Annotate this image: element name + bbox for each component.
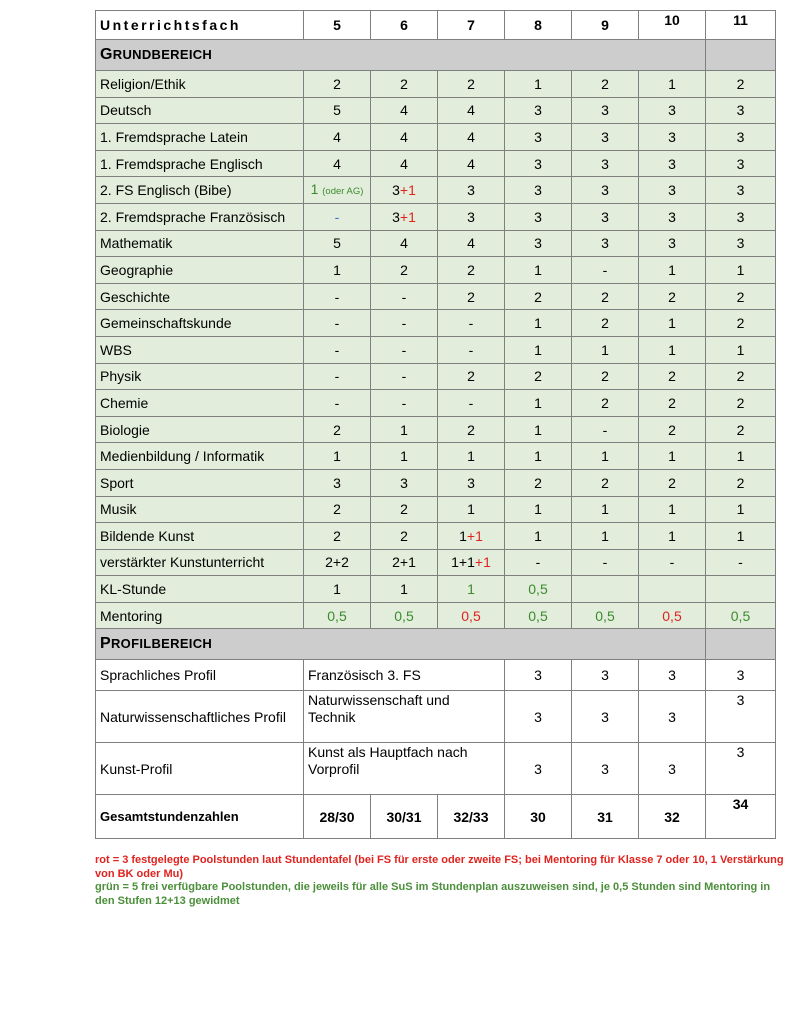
hours-7: 2 bbox=[438, 363, 505, 390]
subject-name: Sport bbox=[96, 469, 304, 496]
profile-row bbox=[96, 660, 776, 691]
subject-name: Mentoring bbox=[96, 602, 304, 629]
header-class-6: 6 bbox=[371, 11, 438, 40]
table-row bbox=[96, 602, 776, 629]
hours-5: 2 bbox=[304, 416, 371, 443]
total-10: 32 bbox=[639, 795, 706, 839]
hours-5: 1 bbox=[304, 257, 371, 284]
total-7: 32/33 bbox=[438, 795, 505, 839]
hours-6: - bbox=[371, 310, 438, 337]
header-class-9: 9 bbox=[572, 11, 639, 40]
header-row bbox=[96, 11, 776, 40]
subject-name: Musik bbox=[96, 496, 304, 523]
subject-name: verstärkter Kunstunterricht bbox=[96, 549, 304, 576]
profile-name: Sprachliches Profil bbox=[96, 660, 304, 691]
hours-5: - bbox=[304, 363, 371, 390]
hours-7: 1 bbox=[438, 576, 505, 603]
hours-6: 1 bbox=[371, 443, 438, 470]
hours-5: 1 bbox=[304, 443, 371, 470]
hours-9: 3 bbox=[572, 230, 639, 257]
hours-9: 0,5 bbox=[572, 602, 639, 629]
header-class-5: 5 bbox=[304, 11, 371, 40]
table-row bbox=[96, 150, 776, 177]
hours-10: 1 bbox=[639, 496, 706, 523]
table-row bbox=[96, 336, 776, 363]
hours-6: 3+1 bbox=[371, 177, 438, 204]
table-row bbox=[96, 97, 776, 124]
hours-8: 3 bbox=[505, 691, 572, 743]
hours-6: 2 bbox=[371, 257, 438, 284]
hours-8: 1 bbox=[505, 416, 572, 443]
table-row bbox=[96, 71, 776, 98]
subject-name: WBS bbox=[96, 336, 304, 363]
table-row bbox=[96, 496, 776, 523]
hours-9: - bbox=[572, 416, 639, 443]
hours-6: 2 bbox=[371, 523, 438, 550]
hours-11: 3 bbox=[706, 97, 776, 124]
header-class-7: 7 bbox=[438, 11, 505, 40]
hours-7: 4 bbox=[438, 97, 505, 124]
hours-5: - bbox=[304, 283, 371, 310]
hours-11: 1 bbox=[706, 523, 776, 550]
hours-10: 0,5 bbox=[639, 602, 706, 629]
table-row bbox=[96, 443, 776, 470]
hours-6: 2 bbox=[371, 496, 438, 523]
hours-10: 3 bbox=[639, 660, 706, 691]
table-row bbox=[96, 549, 776, 576]
hours-10: 2 bbox=[639, 469, 706, 496]
hours-5: - bbox=[304, 203, 371, 230]
hours-6: 3 bbox=[371, 469, 438, 496]
pool-hour-red: +1 bbox=[399, 208, 416, 225]
hours-7: 2 bbox=[438, 257, 505, 284]
hours-6: 1 bbox=[371, 576, 438, 603]
hours-10: 1 bbox=[639, 257, 706, 284]
subject-name: 2. Fremdsprache Französisch bbox=[96, 203, 304, 230]
hours-9: 2 bbox=[572, 390, 639, 417]
hours-7: 3 bbox=[438, 203, 505, 230]
hours-5: - bbox=[304, 336, 371, 363]
hours-7: 4 bbox=[438, 230, 505, 257]
hours-7: 2 bbox=[438, 416, 505, 443]
table-row bbox=[96, 416, 776, 443]
hours-11: 3 bbox=[706, 150, 776, 177]
hours-5: 2 bbox=[304, 496, 371, 523]
hours-5: 5 bbox=[304, 97, 371, 124]
hours-5 bbox=[304, 177, 371, 204]
hours-8: 2 bbox=[505, 363, 572, 390]
table-row bbox=[96, 469, 776, 496]
hours-10: 3 bbox=[639, 124, 706, 151]
hours-5: - bbox=[304, 310, 371, 337]
hours-11: 2 bbox=[706, 363, 776, 390]
hours-9: 1 bbox=[572, 496, 639, 523]
hours-10: 1 bbox=[639, 336, 706, 363]
hours-9: 2 bbox=[572, 283, 639, 310]
hours-9: 1 bbox=[572, 523, 639, 550]
hours-6: 2+1 bbox=[371, 549, 438, 576]
legend-red: rot = 3 festgelegte Poolstunden laut Stundentafel (bei FS für erste oder zweite FS; bei Mentoring für Klasse 7 oder 10, 1 Verstärkung von BK oder Mu) bbox=[95, 854, 784, 880]
hours-10: 1 bbox=[639, 71, 706, 98]
hours-6: 2 bbox=[371, 71, 438, 98]
hours-5: 4 bbox=[304, 124, 371, 151]
table-row bbox=[96, 203, 776, 230]
hours-5: 4 bbox=[304, 150, 371, 177]
hours-10: 3 bbox=[639, 150, 706, 177]
subject-name: 1. Fremdsprache Latein bbox=[96, 124, 304, 151]
hours-6: 0,5 bbox=[371, 602, 438, 629]
subject-name: Physik bbox=[96, 363, 304, 390]
hours-11: 2 bbox=[706, 71, 776, 98]
hours-10: 3 bbox=[639, 743, 706, 795]
hours-8: 1 bbox=[505, 496, 572, 523]
hours-11: 3 bbox=[706, 660, 776, 691]
hours-10: 3 bbox=[639, 691, 706, 743]
hours-10: 2 bbox=[639, 390, 706, 417]
hours-11: 3 bbox=[706, 203, 776, 230]
hours-10: - bbox=[639, 549, 706, 576]
hours-6: - bbox=[371, 363, 438, 390]
hours-11: - bbox=[706, 549, 776, 576]
pool-hour-red: +1 bbox=[466, 527, 483, 544]
hours-11: 2 bbox=[706, 283, 776, 310]
hours-5: 1 bbox=[304, 576, 371, 603]
hours-7: 1 bbox=[438, 443, 505, 470]
hours-9: 3 bbox=[572, 97, 639, 124]
hours-5: 2 bbox=[304, 523, 371, 550]
table-row bbox=[96, 523, 776, 550]
hours-11: 3 bbox=[706, 743, 776, 795]
hours-11: 2 bbox=[706, 390, 776, 417]
hours-8: 2 bbox=[505, 469, 572, 496]
hours-11: 2 bbox=[706, 469, 776, 496]
hours-10: 2 bbox=[639, 283, 706, 310]
hours-8: 3 bbox=[505, 177, 572, 204]
total-11: 34 bbox=[706, 795, 776, 839]
total-8: 30 bbox=[505, 795, 572, 839]
profile-description: Naturwissenschaft und Technik bbox=[304, 691, 505, 743]
total-9: 31 bbox=[572, 795, 639, 839]
hours-5: 2+2 bbox=[304, 549, 371, 576]
subject-name: KL-Stunde bbox=[96, 576, 304, 603]
total-6: 30/31 bbox=[371, 795, 438, 839]
hours-5: - bbox=[304, 390, 371, 417]
section-profilbereich bbox=[96, 629, 776, 660]
hours-10: 1 bbox=[639, 310, 706, 337]
hours-8: 3 bbox=[505, 203, 572, 230]
total-5: 28/30 bbox=[304, 795, 371, 839]
hours-6: 4 bbox=[371, 97, 438, 124]
hours-8: 1 bbox=[505, 523, 572, 550]
table-row bbox=[96, 230, 776, 257]
hours-9: 2 bbox=[572, 469, 639, 496]
hours-8: 3 bbox=[505, 97, 572, 124]
hours-11 bbox=[706, 576, 776, 603]
subject-name: Gemeinschaftskunde bbox=[96, 310, 304, 337]
section-grundbereich bbox=[96, 40, 776, 71]
header-class-10: 10 bbox=[639, 11, 706, 40]
hours-11: 1 bbox=[706, 257, 776, 284]
hours-10: 2 bbox=[639, 363, 706, 390]
hours-10: 3 bbox=[639, 230, 706, 257]
hours-8: 1 bbox=[505, 71, 572, 98]
hours-11: 3 bbox=[706, 691, 776, 743]
hours-10: 3 bbox=[639, 177, 706, 204]
hours-6: 4 bbox=[371, 230, 438, 257]
table-row bbox=[96, 124, 776, 151]
stundentafel-table bbox=[95, 10, 776, 839]
hours-9: 3 bbox=[572, 660, 639, 691]
hours-11: 3 bbox=[706, 124, 776, 151]
hours-8: 2 bbox=[505, 283, 572, 310]
hours-5-note: (oder AG) bbox=[322, 185, 364, 197]
hours-7: 4 bbox=[438, 150, 505, 177]
hours-8: 3 bbox=[505, 743, 572, 795]
hours-5: 5 bbox=[304, 230, 371, 257]
hours-5: 0,5 bbox=[304, 602, 371, 629]
hours-7: 0,5 bbox=[438, 602, 505, 629]
hours-11: 0,5 bbox=[706, 602, 776, 629]
profile-name: Naturwissenschaftliches Profil bbox=[96, 691, 304, 743]
hours-6: 3+1 bbox=[371, 203, 438, 230]
hours-8: 1 bbox=[505, 443, 572, 470]
pool-hour-red: +1 bbox=[399, 182, 416, 199]
hours-6: - bbox=[371, 283, 438, 310]
hours-9: 3 bbox=[572, 150, 639, 177]
section-title-grundbereich: GRUNDBEREICH bbox=[96, 40, 706, 71]
hours-7: - bbox=[438, 390, 505, 417]
total-label: Gesamtstundenzahlen bbox=[96, 795, 304, 839]
subject-name: Mathematik bbox=[96, 230, 304, 257]
table-row bbox=[96, 283, 776, 310]
hours-7: 1 bbox=[438, 496, 505, 523]
pool-hour-red: +1 bbox=[474, 554, 491, 571]
hours-7: 4 bbox=[438, 124, 505, 151]
hours-7: 3 bbox=[438, 469, 505, 496]
hours-11: 3 bbox=[706, 230, 776, 257]
hours-6: - bbox=[371, 336, 438, 363]
hours-6: 4 bbox=[371, 150, 438, 177]
profile-description: Kunst als Hauptfach nach Vorprofil bbox=[304, 743, 505, 795]
total-row bbox=[96, 795, 776, 839]
subject-name: Geographie bbox=[96, 257, 304, 284]
hours-8: 1 bbox=[505, 257, 572, 284]
hours-7: 1+1+1 bbox=[438, 549, 505, 576]
hours-7: 1+1 bbox=[438, 523, 505, 550]
legend bbox=[95, 854, 785, 908]
stundentafel bbox=[95, 10, 775, 839]
hours-10: 2 bbox=[639, 416, 706, 443]
hours-8: 3 bbox=[505, 150, 572, 177]
profile-name: Kunst-Profil bbox=[96, 743, 304, 795]
table-row bbox=[96, 363, 776, 390]
hours-9: 2 bbox=[572, 310, 639, 337]
header-class-8: 8 bbox=[505, 11, 572, 40]
hours-9: 1 bbox=[572, 336, 639, 363]
hours-6: 1 bbox=[371, 416, 438, 443]
subject-name: 1. Fremdsprache Englisch bbox=[96, 150, 304, 177]
profile-description: Französisch 3. FS bbox=[304, 660, 505, 691]
section-title-profilbereich: PROFILBEREICH bbox=[96, 629, 706, 660]
table-row bbox=[96, 177, 776, 204]
hours-8: - bbox=[505, 549, 572, 576]
hours-8: 1 bbox=[505, 310, 572, 337]
subject-name: Religion/Ethik bbox=[96, 71, 304, 98]
table-row bbox=[96, 390, 776, 417]
subject-name: Deutsch bbox=[96, 97, 304, 124]
hours-7: 2 bbox=[438, 71, 505, 98]
table-row bbox=[96, 257, 776, 284]
hours-9: 3 bbox=[572, 691, 639, 743]
hours-6: 4 bbox=[371, 124, 438, 151]
hours-6: - bbox=[371, 390, 438, 417]
hours-10 bbox=[639, 576, 706, 603]
hours-8: 0,5 bbox=[505, 602, 572, 629]
hours-5: 3 bbox=[304, 469, 371, 496]
subject-name: Biologie bbox=[96, 416, 304, 443]
table-row bbox=[96, 310, 776, 337]
hours-8: 3 bbox=[505, 230, 572, 257]
subject-name: Geschichte bbox=[96, 283, 304, 310]
hours-8: 1 bbox=[505, 390, 572, 417]
hours-7: - bbox=[438, 336, 505, 363]
hours-10: 3 bbox=[639, 97, 706, 124]
hours-11: 1 bbox=[706, 336, 776, 363]
header-class-11: 11 bbox=[706, 11, 776, 40]
hours-9: 1 bbox=[572, 443, 639, 470]
hours-10: 1 bbox=[639, 443, 706, 470]
subject-name: Chemie bbox=[96, 390, 304, 417]
hours-9: 3 bbox=[572, 203, 639, 230]
hours-9: 3 bbox=[572, 743, 639, 795]
hours-10: 1 bbox=[639, 523, 706, 550]
hours-9: - bbox=[572, 549, 639, 576]
hours-9: 3 bbox=[572, 177, 639, 204]
legend-green: grün = 5 frei verfügbare Poolstunden, die jeweils für alle SuS im Stundenplan auszuweisen sind, je 0,5 Stunden sind Mentoring in den Stufen 12+13 gewidmet bbox=[95, 881, 771, 907]
subject-name: 2. FS Englisch (Bibe) bbox=[96, 177, 304, 204]
hours-11: 3 bbox=[706, 177, 776, 204]
hours-9: 3 bbox=[572, 124, 639, 151]
hours-8: 0,5 bbox=[505, 576, 572, 603]
hours-11: 1 bbox=[706, 496, 776, 523]
hours-7: 3 bbox=[438, 177, 505, 204]
table-row bbox=[96, 576, 776, 603]
profile-row bbox=[96, 691, 776, 743]
section-empty-cell bbox=[706, 40, 776, 71]
hours-5-value: 1 bbox=[310, 180, 319, 197]
hours-10: 3 bbox=[639, 203, 706, 230]
hours-11: 2 bbox=[706, 310, 776, 337]
hours-11: 2 bbox=[706, 416, 776, 443]
hours-11: 1 bbox=[706, 443, 776, 470]
section-empty-cell bbox=[706, 629, 776, 660]
hours-9 bbox=[572, 576, 639, 603]
hours-9: 2 bbox=[572, 71, 639, 98]
hours-7: - bbox=[438, 310, 505, 337]
hours-8: 1 bbox=[505, 336, 572, 363]
hours-5: 2 bbox=[304, 71, 371, 98]
subject-name: Bildende Kunst bbox=[96, 523, 304, 550]
hours-9: 2 bbox=[572, 363, 639, 390]
hours-8: 3 bbox=[505, 124, 572, 151]
hours-8: 3 bbox=[505, 660, 572, 691]
hours-9: - bbox=[572, 257, 639, 284]
subject-name: Medienbildung / Informatik bbox=[96, 443, 304, 470]
profile-row bbox=[96, 743, 776, 795]
hours-7: 2 bbox=[438, 283, 505, 310]
header-subject: Unterrichtsfach bbox=[96, 11, 304, 40]
